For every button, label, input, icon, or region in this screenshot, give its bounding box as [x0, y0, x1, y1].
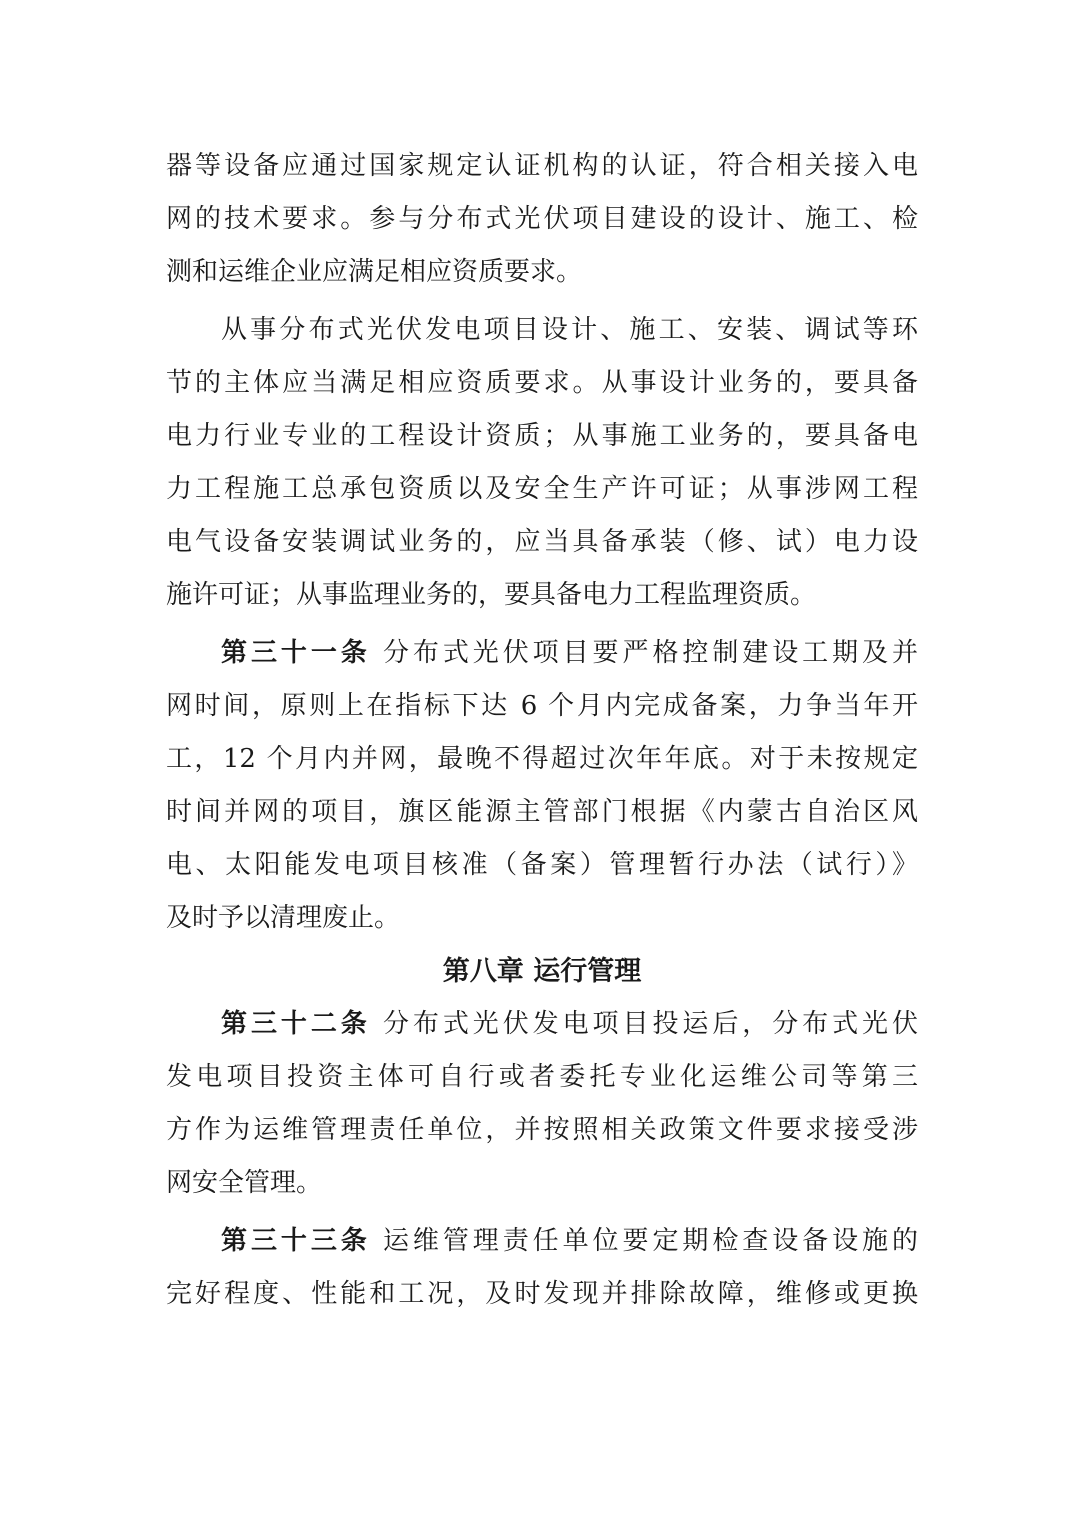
qualification-paragraph	[166, 304, 918, 622]
continuation-paragraph	[166, 140, 918, 299]
article-label: 第三十三条	[221, 1226, 371, 1256]
article-32	[166, 998, 918, 1210]
document-page	[166, 140, 918, 1321]
text-line: 网安全管理。	[166, 1168, 323, 1198]
text-line: 方作为运维管理责任单位，并按照相关政策文件要求接受涉	[166, 1115, 918, 1145]
text-line: 测和运维企业应满足相应资质要求。	[166, 257, 583, 287]
text-line	[166, 1215, 918, 1268]
article-label: 第三十一条	[221, 638, 371, 668]
article-text: 运维管理责任单位要定期检查设备设施的	[370, 1226, 918, 1256]
text-line: 电气设备安装调试业务的，应当具备承装（修、试）电力设	[166, 527, 918, 557]
text-line: 从事分布式光伏发电项目设计、施工、安装、调试等环	[221, 315, 918, 345]
text-line: 完好程度、性能和工况，及时发现并排除故障，维修或更换	[166, 1279, 918, 1309]
text-line: 网时间，原则上在指标下达 6 个月内完成备案，力争当年开	[166, 691, 918, 721]
article-text: 分布式光伏发电项目投运后，分布式光伏	[370, 1009, 918, 1039]
text-line: 电、太阳能发电项目核准（备案）管理暂行办法（试行）》	[166, 850, 918, 880]
text-line	[166, 627, 918, 680]
text-line: 施许可证；从事监理业务的，要具备电力工程监理资质。	[166, 580, 817, 610]
article-33	[166, 1215, 918, 1321]
text-line: 电力行业专业的工程设计资质；从事施工业务的，要具备电	[166, 421, 918, 451]
text-line: 力工程施工总承包资质以及安全生产许可证；从事涉网工程	[166, 474, 918, 504]
text-line: 时间并网的项目，旗区能源主管部门根据《内蒙古自治区风	[166, 797, 918, 827]
text-line: 节的主体应当满足相应资质要求。从事设计业务的，要具备	[166, 368, 918, 398]
chapter-heading: 第八章 运行管理	[442, 956, 642, 987]
text-line: 器等设备应通过国家规定认证机构的认证，符合相关接入电	[166, 151, 918, 181]
text-line: 工，12 个月内并网，最晚不得超过次年年底。对于未按规定	[166, 744, 918, 774]
article-31	[166, 627, 918, 945]
article-label: 第三十二条	[221, 1009, 371, 1039]
text-line: 发电项目投资主体可自行或者委托专业化运维公司等第三	[166, 1062, 918, 1092]
text-line	[166, 998, 918, 1051]
article-text: 分布式光伏项目要严格控制建设工期及并	[370, 638, 918, 668]
text-line: 网的技术要求。参与分布式光伏项目建设的设计、施工、检	[166, 204, 918, 234]
text-line: 及时予以清理废止。	[166, 903, 401, 933]
